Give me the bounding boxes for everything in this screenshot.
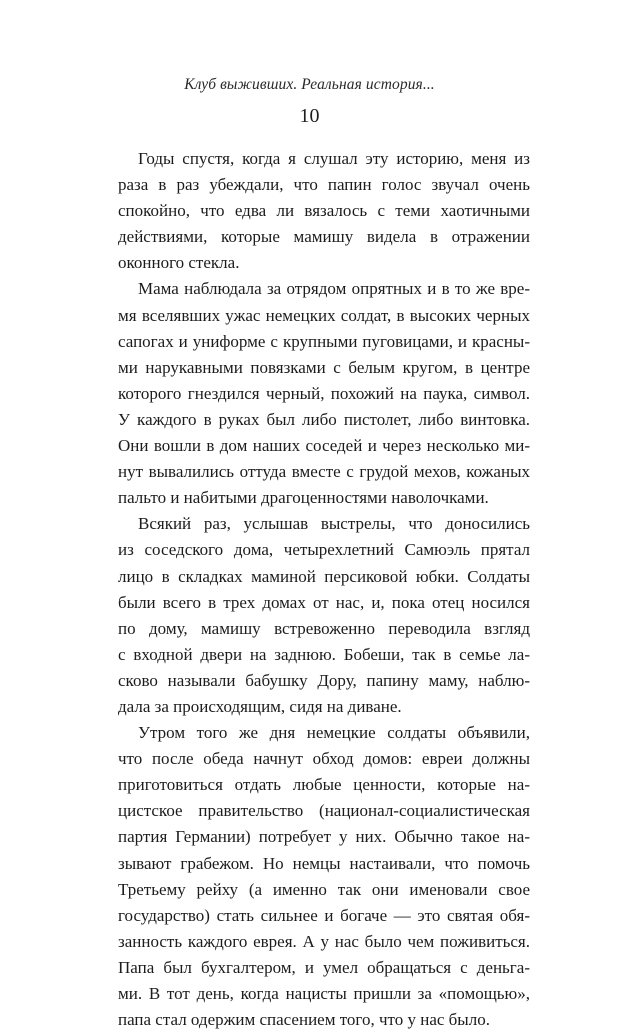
text-line: приготовиться отдать любые ценности, которые на- bbox=[118, 775, 530, 795]
text-line: Мама наблюдала за отрядом опрятных и в то же вре- bbox=[138, 279, 530, 299]
text-line: Они вошли в дом наших соседей и через несколько ми- bbox=[118, 436, 530, 456]
paragraph-3 bbox=[118, 511, 530, 720]
text-line: спокойно, что едва ли вязалось с теми хаотичными bbox=[118, 201, 530, 221]
body-text bbox=[118, 146, 530, 1033]
text-line: Годы спустя, когда я слушал эту историю, меня из bbox=[138, 149, 530, 168]
text-line: были всего в трех домах от нас, и, пока отец носился bbox=[118, 592, 530, 612]
text-line: которого гнездился черный, похожий на паука, символ. bbox=[118, 383, 530, 403]
text-line: сапогах и униформе с крупными пуговицами, и красны- bbox=[118, 331, 530, 351]
text-line: лицо в складках маминой персиковой юбки. Солдаты bbox=[118, 566, 530, 586]
text-line: сково называли бабушку Дору, папину маму, наблю- bbox=[118, 670, 530, 690]
text-line: из соседского дома, четырехлетний Самюэль прятал bbox=[118, 540, 530, 560]
text-line: с входной двери на заднюю. Бобеши, так в семье ла- bbox=[118, 644, 530, 664]
text-line: Папа был бухгалтером, и умел обращаться с деньга- bbox=[118, 957, 530, 977]
text-line: нут вывалились оттуда вместе с грудой мехов, кожаных bbox=[118, 462, 530, 482]
text-line: мя вселявших ужас немецких солдат, в высоких черных bbox=[118, 305, 530, 325]
text-line: цистское правительство (национал-социалистическая bbox=[118, 801, 530, 821]
text-line: раза в раз убеждали, что папин голос звучал очень bbox=[118, 175, 530, 195]
text-line: У каждого в руках был либо пистолет, либо винтовка. bbox=[118, 409, 530, 429]
text-line: Третьему рейху (а именно так они именовали свое bbox=[118, 879, 530, 899]
text-line: оконного стекла. bbox=[118, 253, 240, 273]
text-line: занность каждого еврея. А у нас было чем поживиться. bbox=[118, 931, 530, 951]
paragraph-1 bbox=[118, 146, 530, 276]
text-line: государство) стать сильнее и богаче — это святая обя- bbox=[118, 905, 530, 925]
text-line: пальто и набитыми драгоценностями наволочками. bbox=[118, 488, 489, 508]
text-line: зывают грабежом. Но немцы настаивали, что помочь bbox=[118, 853, 530, 873]
text-line: партия Германии) потребует у них. Обычно такое на- bbox=[118, 827, 530, 847]
running-title: Клуб выживших. Реальная история... bbox=[184, 76, 435, 93]
chapter-number: 10 bbox=[299, 105, 320, 127]
text-line: что после обеда начнут обход домов: евреи должны bbox=[118, 749, 530, 769]
paragraph-4 bbox=[118, 720, 530, 1033]
text-line: действиями, которые мамишу видела в отражении bbox=[118, 227, 530, 247]
paragraph-2 bbox=[118, 276, 530, 511]
text-line: папа стал одержим спасением того, что у нас было. bbox=[118, 1010, 490, 1030]
text-line: ми нарукавными повязками с белым кругом, в центре bbox=[118, 357, 530, 377]
text-line: Всякий раз, услышав выстрелы, что доносились bbox=[138, 514, 530, 534]
text-line: по дому, мамишу встревоженно переводила взгляд bbox=[118, 618, 530, 638]
text-line: дала за происходящим, сидя на диване. bbox=[118, 696, 402, 716]
text-line: Утром того же дня немецкие солдаты объявили, bbox=[138, 723, 530, 743]
text-line: ми. В тот день, когда нацисты пришли за «помощью», bbox=[118, 984, 530, 1003]
